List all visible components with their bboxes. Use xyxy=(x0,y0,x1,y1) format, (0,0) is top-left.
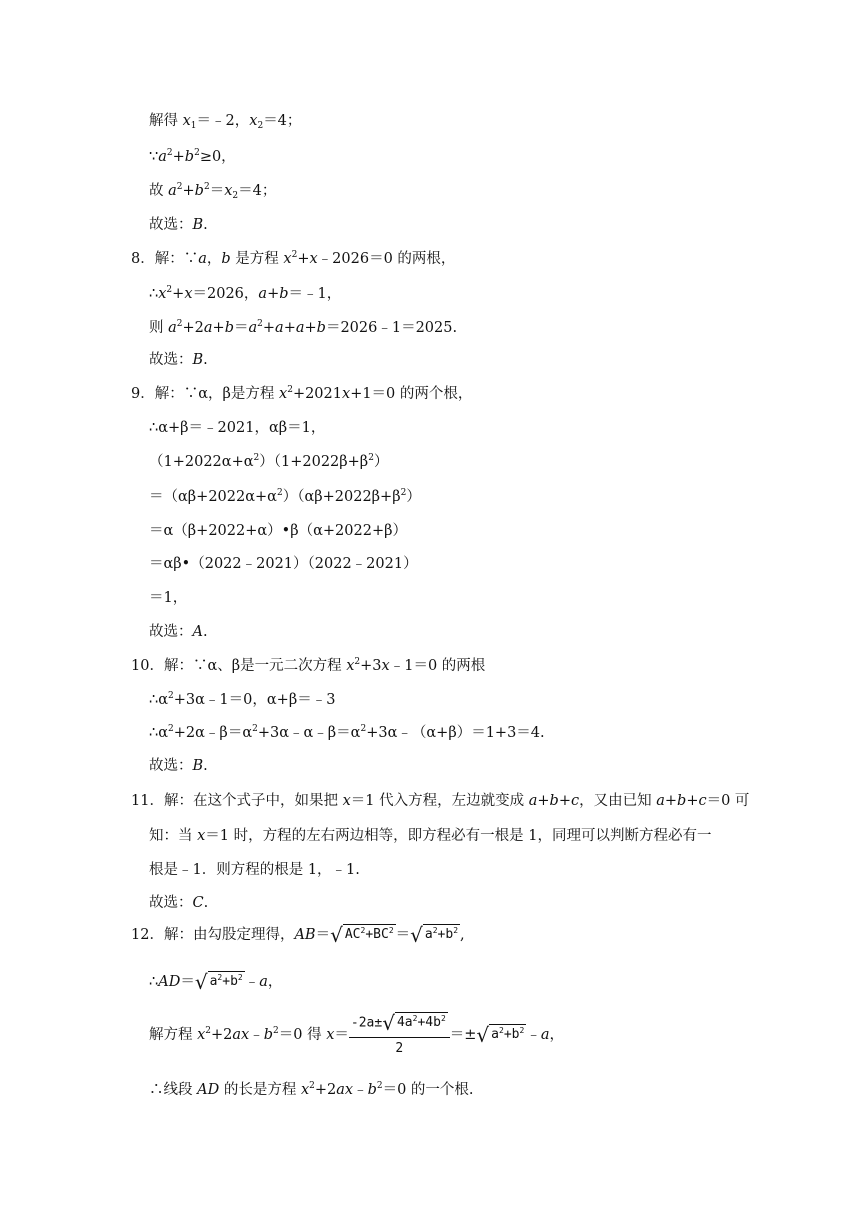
q9-line-3: $=(\alpha\beta+2022\alpha+\alpha^2)(\alpha\beta+2022\beta+\beta^2)$ xyxy=(149,488,421,505)
q10-line-1: $\therefore\alpha^2+3\alpha﹣1=0$，α+β＝﹣3 xyxy=(149,691,336,708)
sqrt-a-b: √ $a^2+b^2$ xyxy=(194,970,243,994)
q11-answer: 故选：C. xyxy=(149,895,209,911)
q11-heading: 11．解：在这个式子中，如果把 x＝1 代入方程，左边就变成 a+b+c，又由已知 a+b+c＝0 可 xyxy=(131,793,750,809)
q10-heading: 10．解：∵α、β是一元二次方程 $x^2+3x﹣1=0$ 的两根 xyxy=(131,657,486,674)
q7-line-3: 故 $a^2+b^2=x_2=4$； xyxy=(149,182,277,201)
q8-line-1: $\therefore x^2+x=2026$，a+b＝﹣1， xyxy=(149,285,342,302)
q10-answer: 故选：B. xyxy=(149,758,208,774)
q9-line-2: $(1+2022\alpha+\alpha^2)(1+2022\beta+\beta^2)$ xyxy=(149,453,389,470)
q8-heading: 8．解：∵a，b 是方程 $x^2+x﹣2026=0$ 的两根， xyxy=(131,250,456,267)
q10-line-2: $\therefore\alpha^2+2\alpha﹣\beta=\alpha^2+3\alpha﹣\alpha﹣\beta=\alpha^2+3\alpha﹣(\alpha+\beta)=1+3=4$. xyxy=(149,724,545,741)
q9-line-4: ＝α（β+2022+α）•β（α+2022+β） xyxy=(149,523,407,539)
q7-answer: 故选：B. xyxy=(149,217,208,233)
sqrt-ac-bc: √ $AC^2+BC^2$ xyxy=(330,923,394,947)
q9-line-1: ∴α+β＝﹣2021，αβ＝1， xyxy=(149,420,326,436)
sqrt-4a-4b: √ $4a^2+4b^2$ xyxy=(382,1011,446,1035)
q12-line-1: ∴AD＝ √ $a^2+b^2$ ﹣a， xyxy=(149,970,283,994)
q7-line-2: $\because a^2+b^2\ge 0$， xyxy=(149,148,236,165)
q8-line-2: 则 $a^2+2a+b=a^2+a+a+b=2026﹣1=2025$. xyxy=(149,319,458,336)
q9-answer: 故选：A. xyxy=(149,624,208,640)
q12-line-3: ∴线段 AD 的长是方程 $x^2+2ax﹣b^2=0$ 的一个根. xyxy=(149,1081,474,1098)
q12-line-2: 解方程 $x^2+2ax﹣b^2=0$ 得 x＝ -2a± √ $4a^2+4b^2$ 2 ＝± √ $a^2+b^2$ ﹣a， xyxy=(149,1011,564,1056)
q8-answer: 故选：B. xyxy=(149,352,208,368)
q9-line-5: ＝αβ•（2022﹣2021）（2022﹣2021） xyxy=(149,556,418,572)
q7-line-1: 解得 $x_1=﹣2$，$x_2=4$； xyxy=(149,113,302,131)
sqrt-a-b: √ $a^2+b^2$ xyxy=(410,923,459,947)
q9-heading: 9．解：∵α，β是方程 $x^2+2021x+1=0$ 的两个根， xyxy=(131,385,473,402)
q12-heading: 12．解：由勾股定理得，AB＝ √ $AC^2+BC^2$ ＝ √ $a^2+b^2$ , xyxy=(131,923,465,947)
q11-line-2: 根是﹣1．则方程的根是 1，﹣1. xyxy=(149,862,360,878)
sqrt-a-b: √ $a^2+b^2$ xyxy=(476,1022,525,1047)
q9-line-6: ＝1， xyxy=(149,590,188,606)
q11-line-1: 知：当 x＝1 时，方程的左右两边相等，即方程必有一根是 1，同理可以判断方程必有一 xyxy=(149,828,712,844)
quadratic-formula-fraction: -2a± √ $4a^2+4b^2$ 2 xyxy=(349,1012,450,1058)
